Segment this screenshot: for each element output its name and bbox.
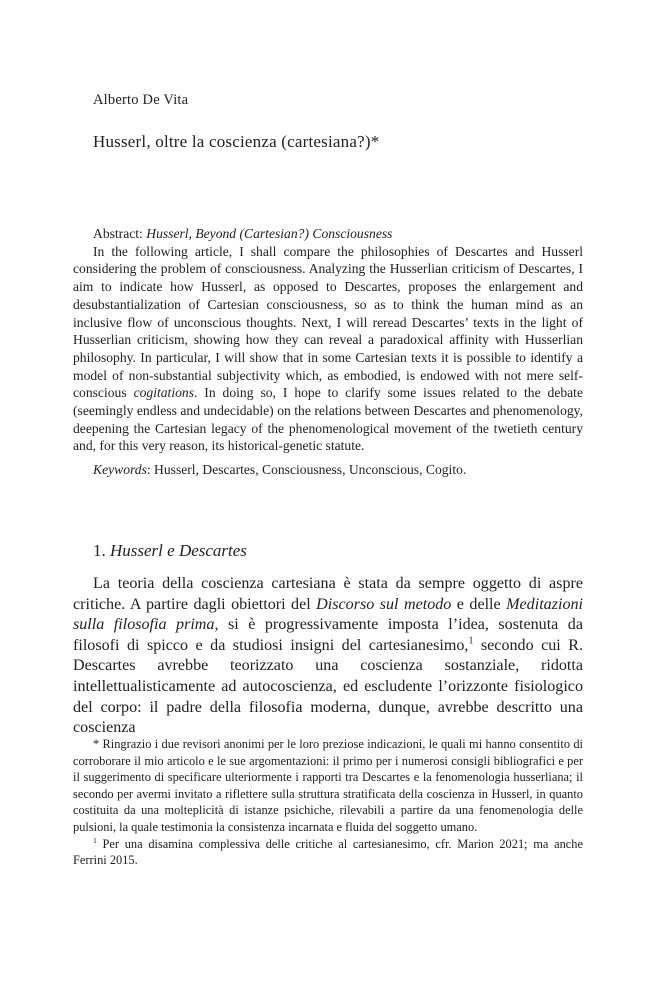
abstract-text-part1: In the following article, I shall compare the philosophies of Descartes and Husserl considering the problem of consciousness. Analyzing the Husserlian criticism of Descartes, I aim to indicate how Husserl, as opposed to Descartes, proposes the enlargement and desubstantialization of Cartesian consciousness, so as to think the human mind as an inclusive flow of unconscious thoughts. Next, I will reread Descartes’ texts in the light of Husserlian criticism, showing how they can reveal a paradoxical affinity with Husserlian philosophy. In particular, I will show that in some Cartesian texts it is possible to identify a model of non-substantial subjectivity which, as embodied, is endowed with not mere self-conscious	[73, 243, 583, 401]
abstract-text-part2: . In doing so, I hope to clarify some issues related to the debate (seemingly endless and undecidable) on the relations between Descartes and phenomenology, deepening the Cartesian legacy of the phenomenological movement of the twetieth century and, for this very reason, its historical-genetic statute.	[73, 385, 583, 454]
abstract-english-title: Husserl, Beyond (Cartesian?) Consciousness	[146, 226, 393, 241]
section-number: 1.	[93, 541, 106, 560]
body-text-4: secondo cui R. Descartes avrebbe teorizzato una coscienza sostanziale, ridotta intellettualisticamente ad autocoscienza, ed escludente l’orizzonte fisiologico del corpo: il padre della filosofia moderna, dunque, avrebbe descritto una coscienza	[73, 636, 583, 737]
body-italic-2: Meditazioni sulla filosofia prima	[73, 595, 584, 634]
keywords-label: Keywords	[93, 462, 147, 478]
author-name: Alberto De Vita	[93, 92, 189, 108]
body-paragraph	[73, 574, 583, 739]
section-title: Husserl e Descartes	[110, 541, 247, 560]
body-text-3: , si è progressivamente imposta l’idea, sostenuta da filosofi di spicco e da studiosi insigni del cartesianesimo,	[73, 616, 583, 654]
abstract-heading	[73, 225, 583, 243]
footnotes-block	[73, 736, 583, 869]
body-italic-1: Discorso sul metodo	[316, 595, 452, 613]
abstract-text	[73, 243, 583, 455]
abstract-label: Abstract:	[93, 226, 143, 241]
body-text-2: e delle	[451, 595, 507, 613]
keywords-line	[73, 461, 583, 479]
footnote-1	[73, 836, 583, 869]
footnote-ref-1[interactable]: 1	[468, 635, 474, 647]
body-text	[73, 574, 583, 739]
keywords-list: : Husserl, Descartes, Consciousness, Unconscious, Cogito.	[146, 462, 467, 478]
body-text-1: La teoria della coscienza cartesiana è stata da sempre oggetto di aspre critiche. A partire dagli obiettori del	[73, 575, 583, 613]
footnote-1-mark: 1	[93, 835, 97, 845]
abstract-italic-term: cogitations	[133, 385, 194, 401]
footnote-1-text: Per una disamina complessiva delle critiche al cartesianesimo, cfr. Marion 2021; ma anche Ferrini 2015.	[73, 836, 583, 868]
abstract-block	[73, 225, 583, 479]
article-title: Husserl, oltre la coscienza (cartesiana?)*	[93, 132, 380, 151]
paper-page	[73, 0, 583, 1004]
section-heading	[93, 541, 247, 561]
footnote-star: * Ringrazio i due revisori anonimi per le loro preziose indicazioni, le quali mi hanno consentito di corroborare il mio articolo e le sue argomentazioni: il primo per i numerosi consigli bibliografici e per il suggerimento di specificare ulteriormente i rapporti tra Descartes e la fenomenologia husserliana; il secondo per avermi invitato a riflettere sulla struttura stratificata della coscienza in Husserl, in quanto costituita da una molteplicità di istanze psichiche, rilevabili a partire da una fenomenologia delle pulsioni, la quale testimonia la consistenza incarnata e fluida del soggetto umano.	[73, 737, 583, 834]
